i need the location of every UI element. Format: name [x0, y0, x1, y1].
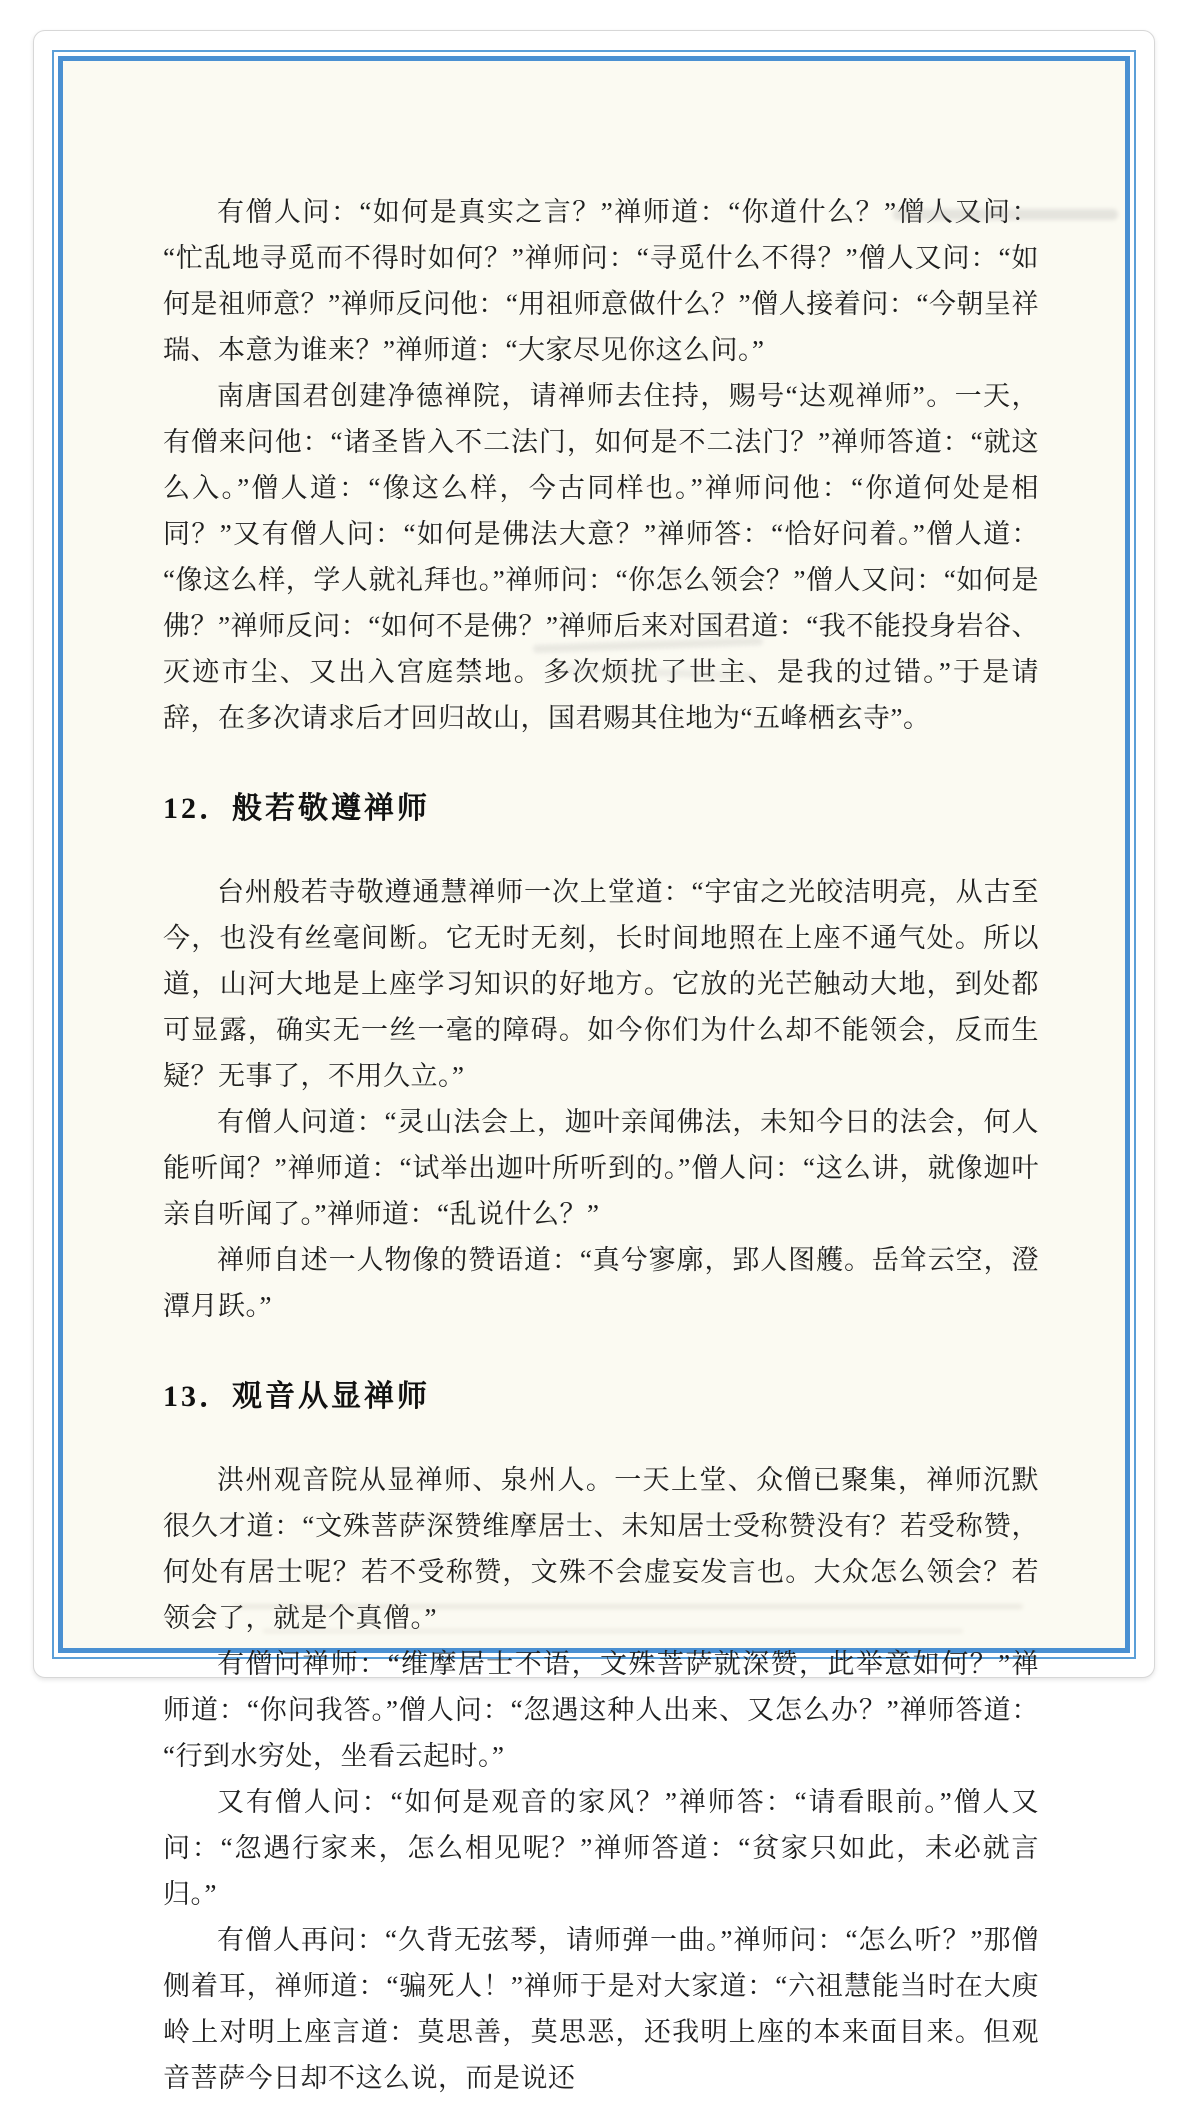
section-heading-13: 13．观音从显禅师: [163, 1380, 430, 1413]
decorative-inner-frame: [58, 56, 1130, 2093]
paragraph: 有僧人问：“如何是真实之言？”禅师道：“你道什么？”僧人又问：“忙乱地寻觅而不得时如何？”禅师问：“寻觅什么不得？”僧人又问：“如何是祖师意？”禅师反问他：“用祖师意做什么？”僧人接着问：“今朝呈祥瑞、本意为谁来？”禅师道：“大家尽见你这么问。”: [163, 197, 1039, 365]
page-card: [33, 30, 1155, 2093]
paragraph: 禅师自述一人物像的赞语道：“真兮寥廓，郢人图艧。岳耸云空，澄潭月跃。”: [163, 1245, 1039, 1321]
paragraph: 有僧人问道：“灵山法会上，迦叶亲闻佛法，未知今日的法会，何人能听闻？”禅师道：“试举出迦叶所听到的。”僧人问：“这么讲，就像迦叶亲自听闻了。”禅师道：“乱说什么？”: [163, 1107, 1039, 1229]
paragraph: 有僧人再问：“久背无弦琴，请师弹一曲。”禅师问：“怎么听？”那僧侧着耳，禅师道：“骗死人！”禅师于是对大家道：“六祖慧能当时在大庾岭上对明上座言道：莫思善，莫思恶，还我明上座的本来面目来。但观音菩萨今日却不这么说，而是说还: [163, 1925, 1039, 2093]
paragraph: 南唐国君创建净德禅院，请禅师去住持，赐号“达观禅师”。一天，有僧来问他：“诸圣皆入不二法门，如何是不二法门？”禅师答道：“就这么入。”僧人道：“像这么样，今古同样也。”禅师问他：“你道何处是相同？”又有僧人问：“如何是佛法大意？”禅师答：“恰好问着。”僧人道：“像这么样，学人就礼拜也。”禅师问：“你怎么领会？”僧人又问：“如何是佛？”禅师反问：“如何不是佛？”禅师后来对国君道：“我不能投身岩谷、灭迹市尘、又出入宫庭禁地。多次烦扰了世主、是我的过错。”于是请辞，在多次请求后才回归故山，国君赐其住地为“五峰栖玄寺”。: [163, 381, 1039, 733]
page-text-area: [63, 61, 1125, 2093]
paragraph: 又有僧人问：“如何是观音的家风？”禅师答：“请看眼前。”僧人又问：“忽遇行家来，怎么相见呢？”禅师答道：“贫家只如此，未必就言归。”: [163, 1787, 1039, 1909]
paragraph: 台州般若寺敬遵通慧禅师一次上堂道：“宇宙之光皎洁明亮，从古至今，也没有丝毫间断。它无时无刻，长时间地照在上座不通气处。所以道，山河大地是上座学习知识的好地方。它放的光芒触动大地，到处都可显露，确实无一丝一毫的障碍。如今你们为什么却不能领会，反而生疑？无事了，不用久立。”: [163, 877, 1039, 1091]
paragraph: 有僧问禅师：“维摩居士不语，文殊菩萨就深赞，此举意如何？”禅师道：“你问我答。”僧人问：“忽遇这种人出来、又怎么办？”禅师答道：“行到水穷处，坐看云起时。”: [163, 1649, 1039, 1771]
section-heading-12: 12．般若敬遵禅师: [163, 792, 430, 825]
decorative-outer-frame: [52, 50, 1136, 2093]
paragraph: 洪州观音院从显禅师、泉州人。一天上堂、众僧已聚集，禅师沉默很久才道：“文殊菩萨深赞维摩居士、未知居士受称赞没有？若受称赞，何处有居士呢？若不受称赞，文殊不会虚妄发言也。大众怎么领会？若领会了，就是个真僧。”: [163, 1465, 1039, 1633]
